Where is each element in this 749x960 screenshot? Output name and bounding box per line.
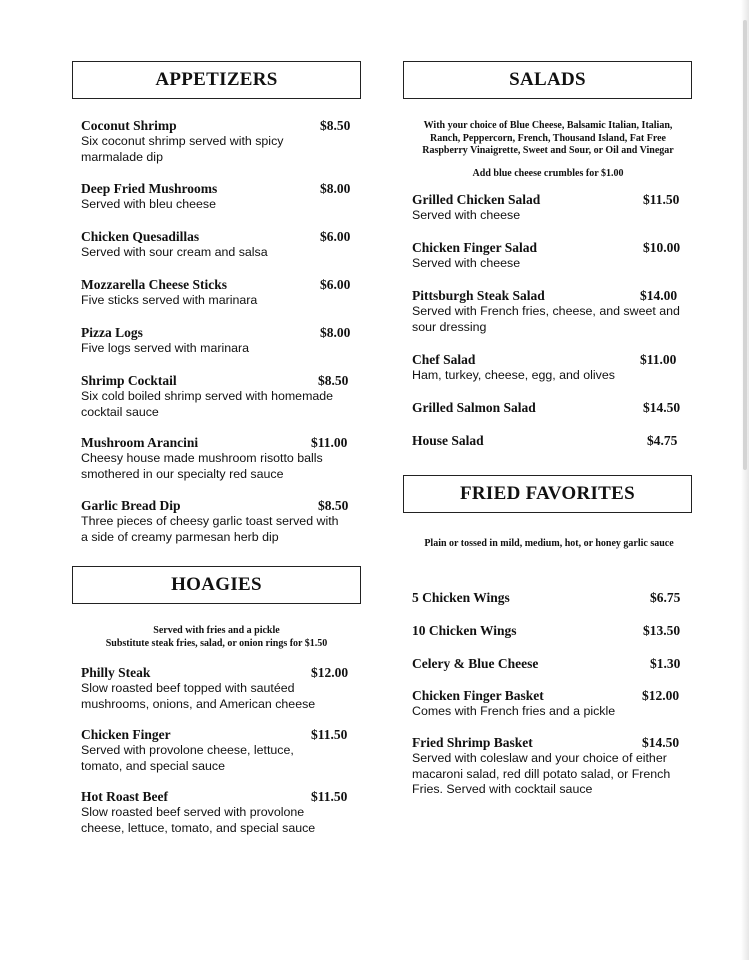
item-price: $12.00 bbox=[311, 665, 349, 680]
item-name: Chef Salad bbox=[412, 352, 476, 367]
hoagies-note-line1: Served with fries and a pickle bbox=[153, 625, 280, 636]
item-price: $14.00 bbox=[640, 288, 678, 303]
menu-item bbox=[412, 590, 687, 606]
menu-item bbox=[81, 789, 348, 836]
menu-item bbox=[412, 656, 687, 672]
item-price: $12.00 bbox=[642, 688, 680, 703]
item-description: Cheesy house made mushroom risotto balls smothered in our specialty red sauce bbox=[81, 451, 323, 481]
item-name: Mushroom Arancini bbox=[81, 435, 199, 450]
item-description: Six cold boiled shrimp served with homemade cocktail sauce bbox=[81, 389, 334, 419]
item-description: Slow roasted beef served with provolone cheese, lettuce, tomato, and special sauce bbox=[81, 805, 316, 835]
item-name: Philly Steak bbox=[81, 665, 151, 680]
item-name: Grilled Salmon Salad bbox=[412, 400, 536, 415]
appetizers-title: APPETIZERS bbox=[155, 69, 278, 90]
item-name: Hot Roast Beef bbox=[81, 789, 168, 804]
menu-item bbox=[412, 623, 687, 639]
item-price: $8.50 bbox=[318, 373, 349, 388]
item-name: Chicken Finger bbox=[81, 727, 171, 742]
item-price: $6.00 bbox=[320, 277, 351, 292]
item-name: Chicken Finger Basket bbox=[412, 688, 544, 703]
item-price: $4.75 bbox=[647, 433, 678, 448]
menu-item bbox=[412, 240, 687, 272]
item-name: 5 Chicken Wings bbox=[412, 590, 510, 605]
item-name: Deep Fried Mushrooms bbox=[81, 181, 218, 196]
item-description: Comes with French fries and a pickle bbox=[412, 704, 616, 718]
item-description: Served with coleslaw and your choice of either macaroni salad, red dill potato salad, or French Fries. Served with cocktail sauce bbox=[412, 751, 671, 796]
hoagies-title: HOAGIES bbox=[171, 574, 262, 595]
item-price: $10.00 bbox=[643, 240, 681, 255]
salads-dressing-note: With your choice of Blue Cheese, Balsamic Italian, Italian, Ranch, Peppercorn, French, Thousand Island, Fat Free Raspberry Vinaigrette, Sweet and Sour, or Oil and Vinegar bbox=[422, 120, 674, 156]
item-description: Six coconut shrimp served with spicy marmalade dip bbox=[81, 134, 284, 164]
menu-item bbox=[81, 498, 349, 545]
item-name: Grilled Chicken Salad bbox=[412, 192, 541, 207]
item-description: Served with bleu cheese bbox=[81, 197, 217, 211]
menu-item bbox=[412, 433, 687, 449]
item-description: Served with cheese bbox=[412, 256, 521, 270]
item-price: $8.50 bbox=[318, 498, 349, 513]
item-description: Ham, turkey, cheese, egg, and olives bbox=[412, 368, 615, 382]
item-price: $14.50 bbox=[643, 400, 681, 415]
menu-item bbox=[81, 665, 349, 712]
item-name: Mozzarella Cheese Sticks bbox=[81, 277, 227, 292]
item-price: $8.00 bbox=[320, 181, 351, 196]
item-price: $14.50 bbox=[642, 735, 680, 750]
item-price: $11.50 bbox=[643, 192, 680, 207]
item-price: $8.00 bbox=[320, 325, 351, 340]
item-name: Chicken Quesadillas bbox=[81, 229, 200, 244]
item-description: Served with sour cream and salsa bbox=[81, 245, 268, 259]
fried-favorites-title: FRIED FAVORITES bbox=[460, 483, 635, 504]
fried-favorites-header bbox=[403, 475, 692, 513]
menu-item bbox=[412, 688, 687, 720]
item-price: $11.50 bbox=[311, 789, 348, 804]
item-price: $1.30 bbox=[650, 656, 681, 671]
item-description: Five sticks served with marinara bbox=[81, 293, 258, 307]
salads-header bbox=[403, 61, 692, 99]
menu-item bbox=[412, 352, 687, 384]
item-description: Three pieces of cheesy garlic toast served with a side of creamy parmesan herb dip bbox=[81, 514, 339, 544]
item-price: $11.00 bbox=[311, 435, 348, 450]
item-name: 10 Chicken Wings bbox=[412, 623, 517, 638]
hoagies-note bbox=[72, 625, 361, 650]
menu-item bbox=[81, 435, 351, 482]
item-name: Fried Shrimp Basket bbox=[412, 735, 533, 750]
menu-item bbox=[81, 181, 351, 213]
item-name: House Salad bbox=[412, 433, 484, 448]
menu-item bbox=[81, 373, 361, 420]
scrollbar-thumb[interactable] bbox=[743, 20, 747, 470]
item-name: Chicken Finger Salad bbox=[412, 240, 538, 255]
item-price: $13.50 bbox=[643, 623, 681, 638]
item-price: $6.75 bbox=[650, 590, 681, 605]
menu-item bbox=[412, 192, 687, 224]
menu-item bbox=[81, 118, 351, 165]
item-description: Slow roasted beef topped with sautéed mushrooms, onions, and American cheese bbox=[81, 681, 316, 711]
item-name: Garlic Bread Dip bbox=[81, 498, 181, 513]
item-price: $6.00 bbox=[320, 229, 351, 244]
item-price: $8.50 bbox=[320, 118, 351, 133]
item-name: Shrimp Cocktail bbox=[81, 373, 177, 388]
item-name: Celery & Blue Cheese bbox=[412, 656, 539, 671]
salads-addon-note: Add blue cheese crumbles for $1.00 bbox=[472, 168, 624, 179]
menu-item bbox=[81, 277, 351, 309]
menu-item bbox=[412, 400, 687, 416]
item-description: Five logs served with marinara bbox=[81, 341, 250, 355]
hoagies-note-line2: Substitute steak fries, salad, or onion rings for $1.50 bbox=[105, 637, 328, 649]
item-description: Served with provolone cheese, lettuce, tomato, and special sauce bbox=[81, 743, 294, 773]
item-description: Served with cheese bbox=[412, 208, 521, 222]
salads-title: SALADS bbox=[509, 69, 586, 90]
item-name: Pittsburgh Steak Salad bbox=[412, 288, 545, 303]
menu-item bbox=[412, 288, 687, 335]
menu-item bbox=[412, 735, 690, 798]
menu-item bbox=[81, 325, 351, 357]
item-name: Pizza Logs bbox=[81, 325, 143, 340]
fried-favorites-note: Plain or tossed in mild, medium, hot, or honey garlic sauce bbox=[424, 538, 674, 549]
item-price: $11.00 bbox=[640, 352, 677, 367]
appetizers-header bbox=[72, 61, 361, 99]
item-price: $11.50 bbox=[311, 727, 348, 742]
menu-item bbox=[81, 727, 348, 774]
item-name: Coconut Shrimp bbox=[81, 118, 177, 133]
hoagies-header bbox=[72, 566, 361, 604]
menu-item bbox=[81, 229, 351, 261]
item-description: Served with French fries, cheese, and sweet and sour dressing bbox=[412, 304, 680, 334]
